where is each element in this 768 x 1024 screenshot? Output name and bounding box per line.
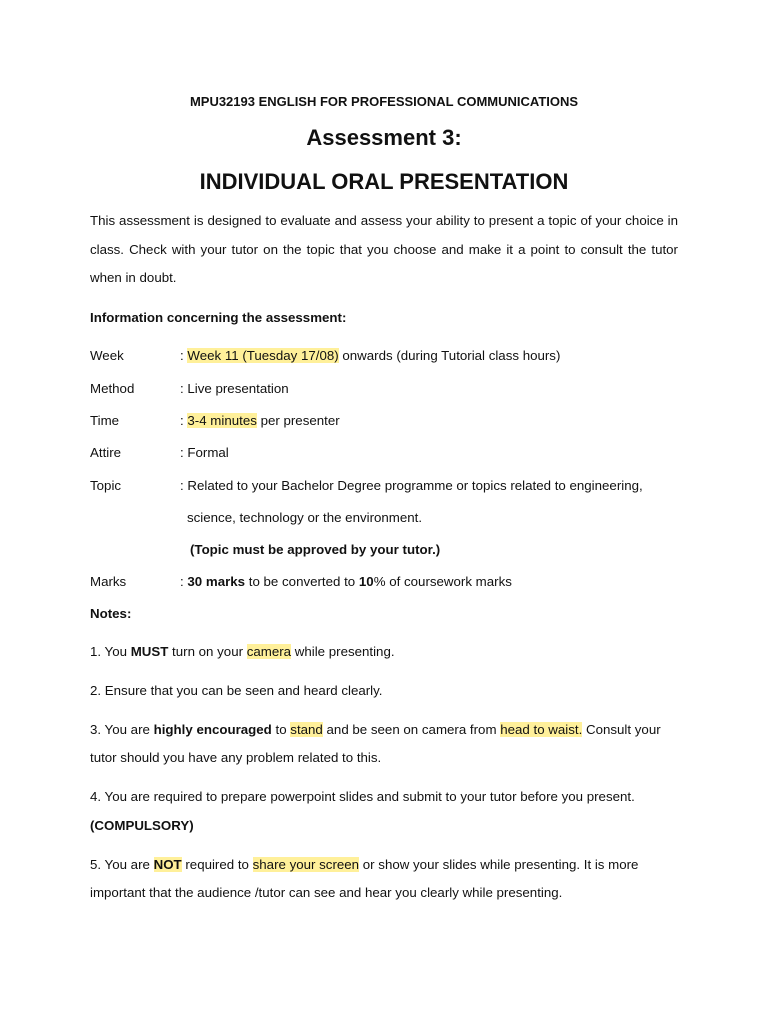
highlighted-text: head to waist. (500, 722, 583, 737)
detail-attire: Attire : Formal (90, 445, 229, 460)
info-heading: Information concerning the assessment: (90, 310, 347, 325)
assessment-title: INDIVIDUAL ORAL PRESENTATION (199, 169, 569, 194)
detail-method: Method : Live presentation (90, 381, 289, 396)
detail-topic-continued: science, technology or the environment. (187, 510, 423, 525)
assessment-number: Assessment 3: (306, 125, 462, 150)
note-3-continued: tutor should you have any problem related to this. (90, 750, 382, 765)
detail-marks: Marks : 30 marks to be converted to 10% of coursework marks (90, 574, 512, 589)
note-2: 2. Ensure that you can be seen and heard clearly. (90, 683, 383, 698)
highlighted-text: 3-4 minutes (187, 413, 257, 428)
detail-label: Marks (90, 574, 127, 589)
highlighted-text: NOT (153, 857, 182, 872)
note-4-compulsory: (COMPULSORY) (90, 818, 194, 833)
note-5: 5. You are NOT required to share your screen or show your slides while presenting. It is more (90, 857, 639, 872)
intro-paragraph: This assessment is designed to evaluate and assess your ability to present a topic of your choice in class. Check with your tutor on the topic that you choose and make it a point to consult the tutor when in doubt. (90, 213, 678, 285)
detail-topic: Topic : Related to your Bachelor Degree programme or topics related to engineering, (90, 478, 643, 493)
highlighted-text: share your screen (252, 857, 360, 872)
detail-label: Method (90, 381, 135, 396)
note-1: 1. You MUST turn on your camera while presenting. (90, 644, 395, 659)
topic-approval-note: (Topic must be approved by your tutor.) (190, 542, 441, 557)
highlighted-text: camera (246, 644, 292, 659)
highlighted-text: stand (290, 722, 323, 737)
note-5-continued: important that the audience /tutor can see and hear you clearly while presenting. (90, 885, 563, 900)
detail-time: Time : 3-4 minutes per presenter (90, 413, 340, 428)
highlighted-text: Week 11 (Tuesday 17/08) (187, 348, 339, 363)
detail-label: Time (90, 413, 120, 428)
notes-heading: Notes: (90, 606, 132, 621)
note-3: 3. You are highly encouraged to stand and be seen on camera from head to waist. Consult your (90, 722, 661, 737)
detail-week: Week : Week 11 (Tuesday 17/08) onwards (during Tutorial class hours) (90, 348, 561, 363)
detail-label: Week (90, 348, 124, 363)
course-code-title: MPU32193 ENGLISH FOR PROFESSIONAL COMMUNICATIONS (189, 94, 579, 109)
detail-label: Topic (90, 478, 122, 493)
note-4: 4. You are required to prepare powerpoint slides and submit to your tutor before you present. (90, 789, 635, 804)
detail-label: Attire (90, 445, 122, 460)
